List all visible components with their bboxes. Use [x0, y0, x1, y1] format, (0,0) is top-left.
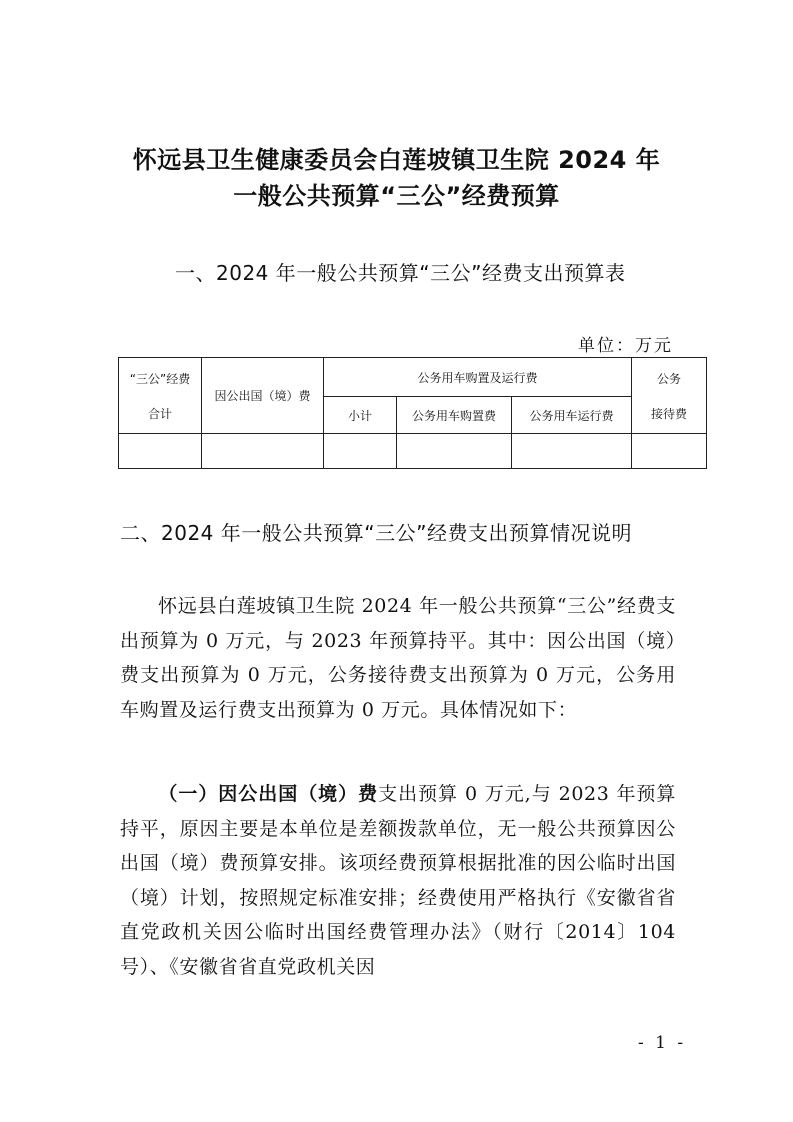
page-number: - 1 -	[638, 1033, 687, 1053]
header-cell-vehicle-subtotal: 小计	[324, 397, 397, 434]
paragraph-overview-text: 怀远县白莲坡镇卫生院 2024 年一般公共预算“三公”经费支出预算为 0 万元，与 2023 年预算持平。其中：因公出国（境）费支出预算为 0 万元，公务接待费支出预算为 0 万元，公务用车购置及运行费支出预算为 0 万元。具体情况如下：	[120, 595, 676, 721]
value-cell-total	[119, 434, 202, 469]
value-cell-vehicle-purchase	[397, 434, 512, 469]
header-cell-vehicle-group: 公务用车购置及运行费	[324, 358, 632, 397]
document-title-line2: 一般公共预算“三公”经费预算	[233, 182, 560, 210]
paragraph-abroad-expense	[120, 777, 676, 984]
paragraph-overview	[120, 589, 676, 727]
header-cell-vehicle-purchase: 公务用车购置费	[397, 397, 512, 434]
section2-heading: 二、2024 年一般公共预算“三公”经费支出预算情况说明	[120, 521, 632, 545]
table-row	[119, 434, 707, 469]
header-total-top: “三公”经费	[129, 371, 191, 386]
header-reception-top: 公务	[657, 371, 682, 386]
header-cell-vehicle-operation: 公务用车运行费	[512, 397, 632, 434]
value-cell-vehicle-operation	[512, 434, 632, 469]
header-cell-abroad: 因公出国（境）费	[202, 358, 324, 434]
value-cell-abroad	[202, 434, 324, 469]
header-reception-bottom: 接待费	[651, 406, 688, 421]
header-cell-reception	[632, 358, 707, 434]
header-cell-total	[119, 358, 202, 434]
paragraph-abroad-text: 支出预算 0 万元,与 2023 年预算持平，原因主要是本单位是差额拨款单位，无一般公共预算因公出国（境）费预算安排。该项经费预算根据批准的因公临时出国（境）计划，按照规定标准安排；经费使用严格执行《安徽省省直党政机关因公临时出国经费管理办法》（财行〔2014〕104 号）、《安徽省省直党政机关因	[120, 783, 676, 978]
paragraph-abroad-heading: （一）因公出国（境）费	[158, 783, 379, 805]
header-total-bottom: 合计	[147, 406, 172, 421]
section1-heading: 一、2024 年一般公共预算“三公”经费支出预算表	[175, 261, 626, 285]
table-header-row-1	[119, 358, 707, 397]
budget-table	[118, 357, 707, 469]
value-cell-reception	[632, 434, 707, 469]
unit-label: 单位：万元	[578, 336, 673, 356]
value-cell-vehicle-subtotal	[324, 434, 397, 469]
document-title-line1: 怀远县卫生健康委员会白莲坡镇卫生院 2024 年	[132, 146, 661, 174]
